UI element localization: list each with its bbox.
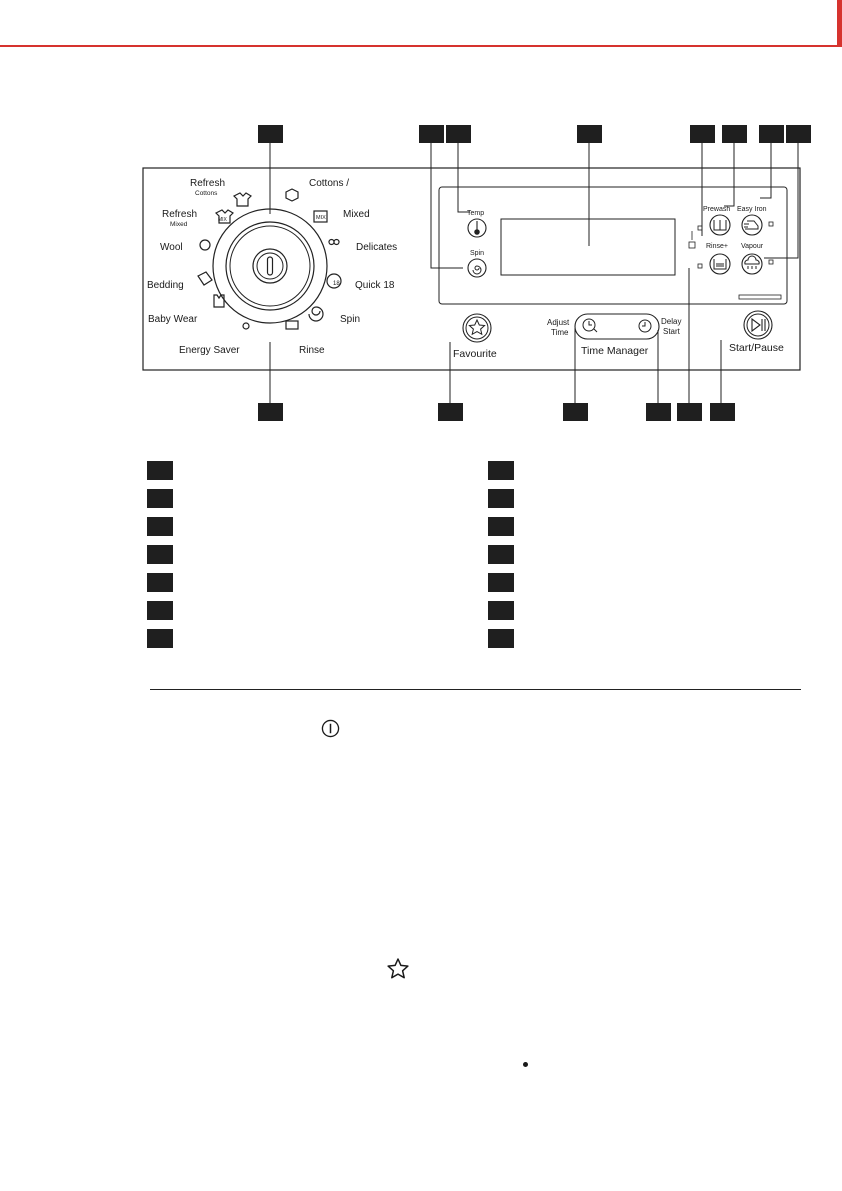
callout-box (577, 125, 602, 143)
label-wool: Wool (160, 242, 183, 253)
start-pause-button[interactable] (729, 311, 784, 354)
bedding-icon (198, 272, 212, 285)
clock-icon (589, 321, 597, 332)
callout-box (710, 403, 735, 421)
label-refresh-mixed: Refresh (162, 209, 198, 220)
clock-icon (642, 322, 645, 326)
callout-box (722, 125, 747, 143)
legend-box (488, 601, 514, 620)
rinse-icon (714, 259, 726, 269)
legend-box (147, 489, 173, 508)
legend-box (488, 517, 514, 536)
callout-box (258, 403, 283, 421)
legend-box (147, 601, 173, 620)
vapour-label: Vapour (741, 243, 764, 250)
label-cottons: Cottons / (309, 178, 350, 189)
legend-box (147, 517, 173, 536)
label-baby-wear: Baby Wear (148, 314, 198, 325)
spin-program-icon (309, 307, 323, 321)
delicates-icon (329, 240, 339, 245)
delay-start-label-2: Start (663, 327, 680, 336)
callout-box (786, 125, 811, 143)
legend-box (488, 545, 514, 564)
easy-iron-button[interactable] (737, 206, 767, 235)
legend-box (147, 629, 173, 648)
bullet-dot (523, 1062, 528, 1067)
energy-saver-icon (243, 323, 249, 329)
callout-box (419, 125, 444, 143)
temp-label: Temp (467, 210, 485, 217)
legend-box (488, 489, 514, 508)
time-manager-label: Time Manager (581, 345, 649, 357)
easy-iron-led (769, 222, 773, 226)
label-bedding: Bedding (147, 280, 184, 291)
label-energy-saver: Energy Saver (179, 345, 240, 356)
temp-button[interactable] (467, 210, 486, 237)
callout-box (646, 403, 671, 421)
power-icon (321, 719, 340, 738)
iron-icon (744, 221, 758, 229)
callout-box (690, 125, 715, 143)
favourite-button[interactable] (453, 314, 497, 360)
lcd-display (501, 219, 675, 275)
legend-box (488, 573, 514, 592)
rinse-plus-label: Rinse+ (706, 243, 728, 250)
top-callouts (258, 125, 811, 143)
callout-box (677, 403, 702, 421)
label-delicates: Delicates (356, 242, 398, 253)
wool-icon (200, 240, 210, 250)
vapour-button[interactable] (741, 243, 764, 274)
power-symbol-dial (268, 257, 273, 275)
spin-spiral-icon (473, 266, 481, 274)
leader-lines (270, 143, 798, 403)
legend-box (488, 461, 514, 480)
time-manager-pill (575, 314, 659, 339)
adjust-time-label-1: Adjust (547, 318, 570, 327)
play-pause-icon (752, 319, 765, 331)
rinse-program-icon (286, 321, 298, 329)
section-divider (150, 689, 801, 690)
legend-box (147, 545, 173, 564)
star-icon (469, 320, 484, 334)
vapour-icon (745, 256, 759, 269)
callout-box (438, 403, 463, 421)
callout-box (563, 403, 588, 421)
star-icon (386, 957, 410, 981)
rinse-plus-button[interactable] (706, 243, 730, 274)
spin-button[interactable] (468, 250, 486, 277)
time-manager-group (547, 314, 681, 357)
mix-box-mark: MIX (316, 215, 326, 221)
bottom-callouts (258, 403, 735, 421)
display-indicator-bar (739, 295, 781, 299)
lock-icon (689, 231, 695, 248)
prewash-label: Prewash (703, 206, 731, 213)
quick18-mark: 18 (333, 281, 340, 287)
legend-box (147, 573, 173, 592)
adjust-time-button[interactable] (583, 319, 597, 332)
label-rinse: Rinse (299, 345, 325, 356)
callout-box (759, 125, 784, 143)
refresh-cottons-icon (234, 193, 251, 206)
delay-start-button[interactable] (639, 320, 651, 332)
mix-small-mark: MIX (218, 217, 227, 223)
adjust-time-label-2: Time (551, 328, 569, 337)
callout-box (446, 125, 471, 143)
prewash-button[interactable] (703, 206, 730, 235)
delay-start-label-1: Delay (661, 317, 682, 326)
prewash-basin-icon (714, 220, 726, 230)
thermometer-icon (475, 221, 479, 234)
easy-iron-label: Easy Iron (737, 206, 767, 213)
rinse-plus-led (698, 264, 702, 268)
display-frame (439, 187, 787, 304)
panel-frame (143, 168, 800, 370)
cottons-icon (286, 189, 298, 201)
label-mixed: Mixed (343, 209, 370, 220)
label-quick18: Quick 18 (355, 280, 395, 291)
callout-box (258, 125, 283, 143)
start-pause-label: Start/Pause (729, 342, 784, 354)
favourite-label: Favourite (453, 348, 497, 360)
label-refresh-cottons-sub: Cottons (195, 190, 218, 197)
legend-box (488, 629, 514, 648)
label-refresh-mixed-sub: Mixed (170, 221, 188, 228)
label-spin: Spin (340, 314, 361, 325)
vapour-led (769, 260, 773, 264)
label-refresh-cottons: Refresh (190, 178, 226, 189)
spin-button-label: Spin (470, 250, 485, 257)
prewash-led (698, 226, 702, 230)
programme-dial (213, 209, 327, 323)
legend-box (147, 461, 173, 480)
